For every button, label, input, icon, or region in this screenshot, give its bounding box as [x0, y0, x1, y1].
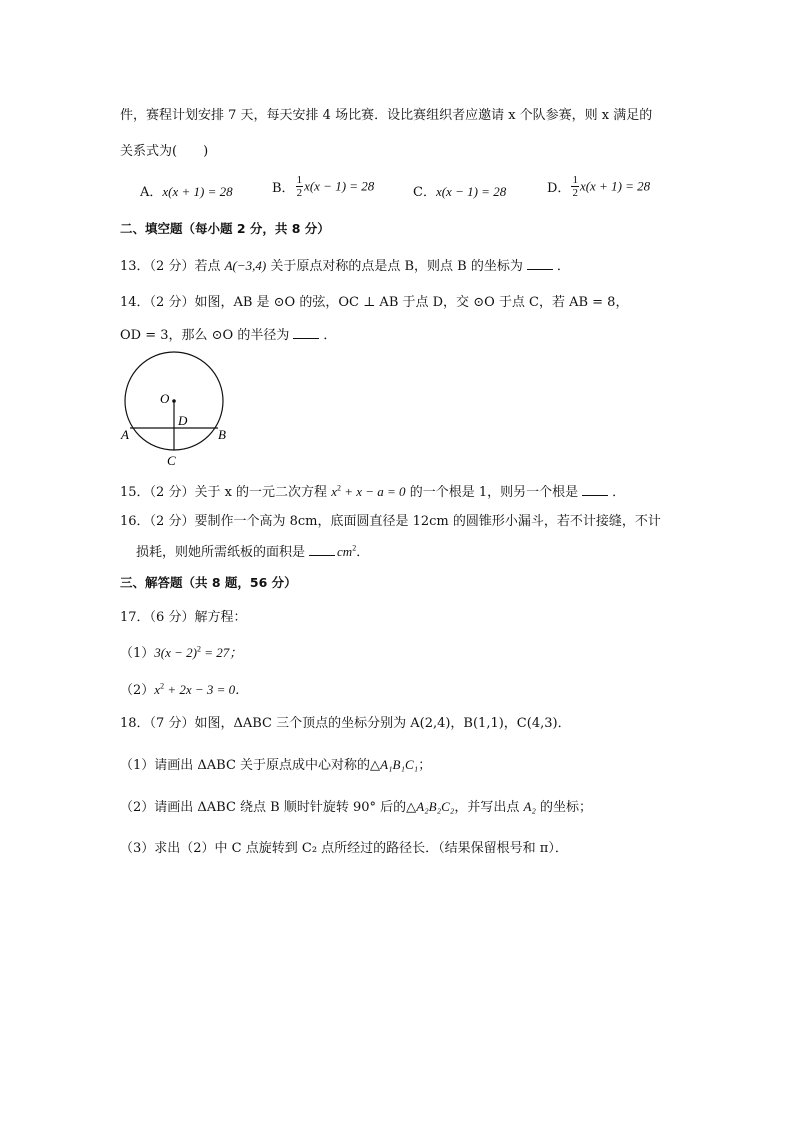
- question-15: 15．（2 分）关于 x 的一元二次方程 $x^2 + x - a = 0$ 的一个根是 1，则另一个根是 ．: [120, 483, 626, 500]
- label-b: B: [218, 427, 226, 442]
- question-18-part3: （3）求出（2）中 C 点旋转到 C₂ 点所经过的路径长．（结果保留根号和 π）．: [120, 841, 568, 856]
- label-d: D: [178, 413, 188, 428]
- label-c: C: [167, 453, 176, 468]
- question-18-title: 18．（7 分）如图，ΔABC 三个顶点的坐标分别为 A(2,4)，B(1,1)，C(4,3)．: [120, 716, 571, 731]
- section-heading-solutions: 三、解答题（共 8 题，56 分）: [120, 575, 297, 590]
- option-a: A．x(x + 1) = 28: [140, 184, 233, 200]
- option-c: C．x(x − 1) = 28: [413, 184, 507, 200]
- question-16-line1: 16．（2 分）要制作一个高为 8cm，底面圆直径是 12cm 的圆锥形小漏斗，若不计接缝，不计: [120, 514, 661, 529]
- answer-blank: [293, 326, 319, 339]
- label-a: A: [121, 427, 129, 442]
- question-16-line2: 损耗，则她所需纸板的面积是 $cm^2$．: [136, 543, 370, 560]
- option-b: B． $\frac{1}{2}$ x(x − 1) = 28: [272, 174, 375, 199]
- question-18-part1: （1）请画出 ΔABC 关于原点成中心对称的△A₁B₁C₁；: [120, 757, 432, 773]
- question-14-line1: 14．（2 分）如图，AB 是 ⊙O 的弦，OC ⊥ AB 于点 D，交 ⊙O 于点 C，若 AB = 8，: [120, 295, 629, 310]
- section-heading-fill-in: 二、填空题（每小题 2 分，共 8 分）: [120, 221, 330, 236]
- question-17-title: 17．（6 分）解方程：: [120, 610, 247, 625]
- fraction: $\frac{1}{2}$: [296, 174, 303, 199]
- answer-blank: [582, 483, 608, 496]
- answer-blank: [309, 543, 335, 556]
- question-13: 13．（2 分）若点 A(−3,4) 关于原点对称的点是点 B，则点 B 的坐标为 ．: [120, 258, 570, 274]
- center-point: [172, 399, 176, 403]
- q12-line2: 关系式为( ): [120, 144, 209, 159]
- question-18-part2: （2）请画出 ΔABC 绕点 B 顺时针旋转 90° 后的△A₂B₂C₂，并写出点 A₂ 的坐标；: [120, 799, 593, 815]
- question-17-part2: $(2)x^2 + 2x - 3 = 0$．: [120, 681, 249, 698]
- circle-figure: [110, 348, 240, 473]
- answer-blank: [527, 257, 553, 270]
- label-o: O: [160, 391, 170, 406]
- option-d: D． $\frac{1}{2}$ x(x + 1) = 28: [547, 174, 651, 199]
- fraction: $\frac{1}{2}$: [572, 174, 578, 199]
- q12-line1: 件，赛程计划安排 7 天，每天安排 4 场比赛．设比赛组织者应邀请 x 个队参赛，则 x 满足的: [120, 108, 653, 123]
- question-14-line2: OD = 3，那么 ⊙O 的半径为 ．: [120, 328, 337, 343]
- question-17-part1: $(1)3(x - 2)^2 = 27$；: [120, 644, 243, 661]
